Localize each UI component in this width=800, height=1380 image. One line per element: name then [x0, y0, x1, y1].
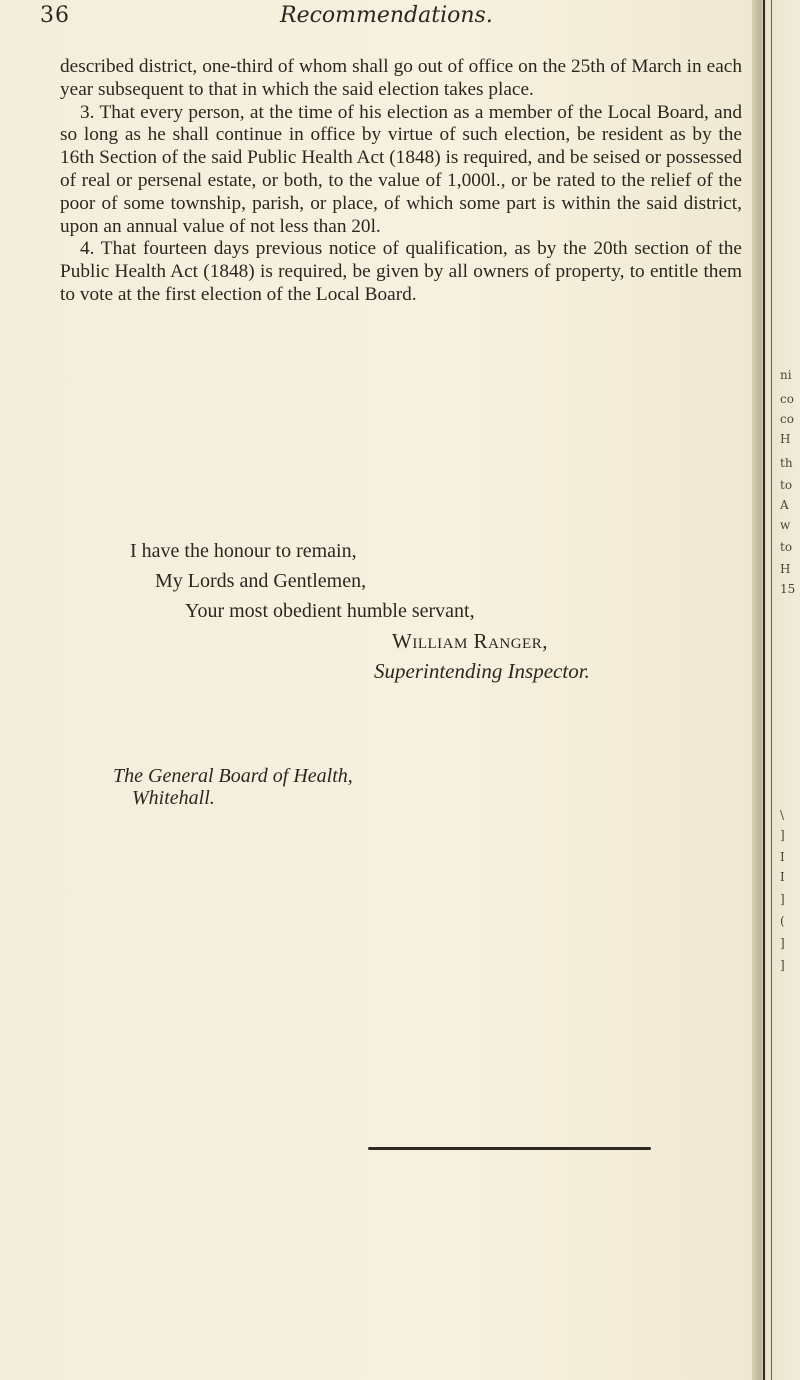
- bleed-glyph: ]: [780, 958, 785, 972]
- bleed-glyph: co: [780, 392, 794, 406]
- address-block: [113, 765, 353, 809]
- bleed-glyph: to: [780, 478, 793, 492]
- page-header: [40, 3, 740, 33]
- bleed-glyph: A: [780, 498, 789, 512]
- bleed-glyph: H: [780, 432, 791, 446]
- signature-name: William Ranger,: [392, 629, 548, 653]
- closing-line-3: Your most obedient humble servant,: [185, 600, 475, 622]
- signature-title: Superintending Inspector.: [374, 659, 590, 683]
- closing-line-1: I have the honour to remain,: [130, 540, 357, 562]
- bleed-glyph: to: [780, 540, 793, 554]
- paragraph-3: 3. That every person, at the time of his election as a member of the Local Board, and so long as he shall continue in office by virtue of such election, be resident as by the 16th Section of the said Public Health Act (1848) is required, and be seised or possessed of real or persenal estate, or both, to the value of 1,000l., or be rated to the relief of the poor of some township, parish, or place, of which some part is within the said district, upon an annual value of not less than 20l.: [60, 101, 742, 237]
- bleed-glyph: ni: [780, 368, 792, 382]
- address-line-2: Whitehall.: [132, 787, 215, 809]
- bleed-glyph: \: [780, 808, 785, 822]
- running-title: Recommendations.: [280, 3, 493, 28]
- body-text: [60, 56, 742, 307]
- bleed-glyph: I: [780, 850, 785, 864]
- paragraph-4: 4. That fourteen days previous notice of qualification, as by the 20th section of the Public Health Act (1848) is required, be given by all owners of property, to entitle them to vote at the first election of the Local Board.: [60, 238, 742, 305]
- gutter-edge-line: [771, 0, 772, 1380]
- bleed-glyph: 15: [780, 582, 796, 596]
- address-line-1: The General Board of Health,: [113, 765, 353, 787]
- gutter-edge-line: [763, 0, 765, 1380]
- page-gutter: [752, 0, 800, 1380]
- bleed-glyph: co: [780, 412, 794, 426]
- bleed-glyph: w: [780, 518, 791, 532]
- paragraph-continuation: described district, one-third of whom shall go out of office on the 25th of March in each year subsequent to that in which the said election takes place.: [60, 56, 742, 100]
- bleed-glyph: (: [780, 914, 785, 928]
- bleed-glyph: ]: [780, 892, 785, 906]
- page-number: 36: [40, 3, 70, 28]
- bleed-glyph: ]: [780, 936, 785, 950]
- closing-line-2: My Lords and Gentlemen,: [155, 570, 367, 592]
- bleed-glyph: ]: [780, 828, 785, 842]
- section-rule: [368, 1147, 651, 1150]
- bleed-glyph: th: [780, 456, 793, 470]
- bleed-glyph: H: [780, 562, 791, 576]
- bleed-glyph: I: [780, 870, 785, 884]
